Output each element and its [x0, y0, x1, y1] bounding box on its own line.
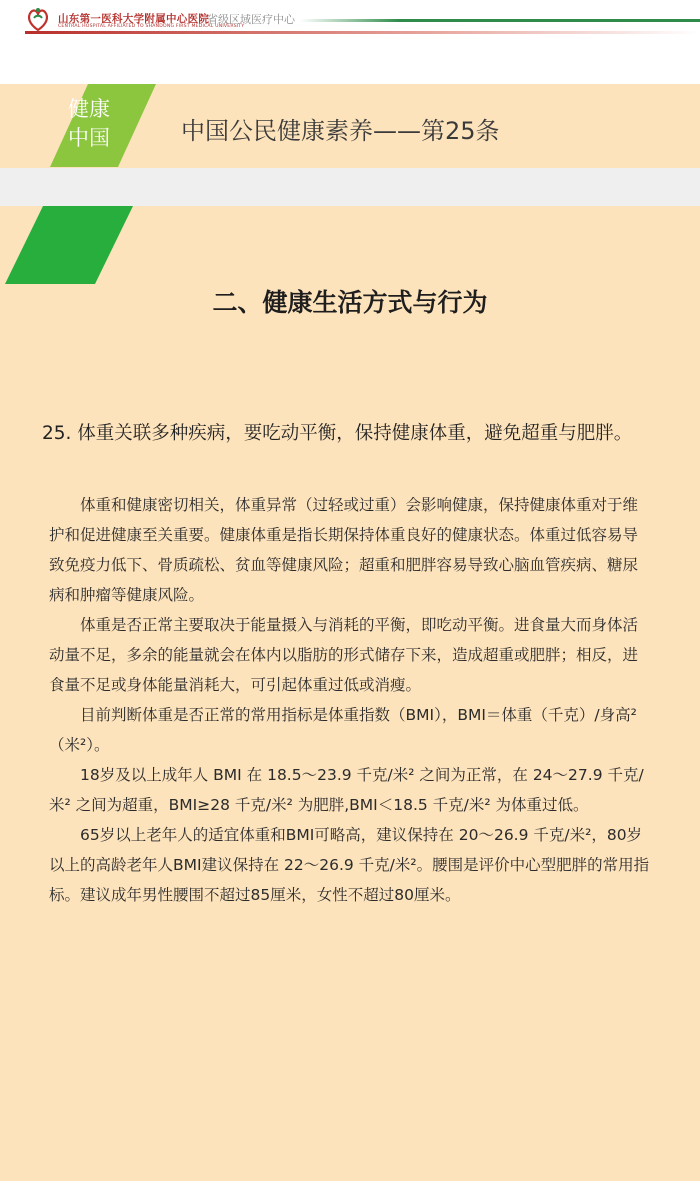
medical-center-name: 省级区域医疗中心 [207, 13, 295, 26]
paragraph: 目前判断体重是否正常的常用指标是体重指数（BMI），BMI＝体重（千克）/身高²（米²）。 [49, 706, 637, 754]
tag-line-1: 健康 [68, 97, 110, 121]
tag-line-2: 中国 [68, 126, 110, 150]
header-rule-red [25, 31, 700, 34]
top-header [0, 0, 700, 42]
hospital-name: 山东第一医科大学附属中心医院 [58, 13, 210, 25]
page-title: 中国公民健康素养——第25条 [181, 117, 500, 145]
paragraph: 体重和健康密切相关，体重异常（过轻或过重）会影响健康，保持健康体重对于维护和促进健康至关重要。健康体重是指长期保持体重良好的健康状态。体重过低容易导致免疫力低下、骨质疏松、贫血等健康风险；超重和肥胖容易导致心脑血管疾病、糖尿病和肿瘤等健康风险。 [49, 496, 639, 604]
article-body [49, 490, 653, 910]
hospital-logo-icon [25, 6, 51, 32]
section-title: 二、健康生活方式与行为 [212, 288, 488, 317]
paragraph: 体重是否正常主要取决于能量摄入与消耗的平衡，即吃动平衡。进食量大而身体活动量不足，多余的能量就会在体内以脂肪的形式储存下来，造成超重或肥胖；相反，进食量不足或身体能量消耗大，可引起体重过低或消瘦。 [49, 616, 639, 694]
paragraph: 18岁及以上成年人 BMI 在 18.5～23.9 千克/米² 之间为正常，在 24～27.9 千克/米² 之间为超重，BMI≥28 千克/米² 为肥胖,BMI＜18.5 千克/米² 为体重过低。 [49, 766, 644, 814]
hospital-name-english: CENTRAL HOSPITAL AFFILIATED TO SHANDONG FIRST MEDICAL UNIVERSITY [58, 24, 245, 29]
header-spacer [0, 42, 700, 84]
article-title: 25. 体重关联多种疾病，要吃动平衡，保持健康体重，避免超重与肥胖。 [42, 423, 633, 444]
healthy-china-tag-text [63, 95, 115, 153]
paragraph: 65岁以上老年人的适宜体重和BMI可略高，建议保持在 20～26.9 千克/米²，80岁以上的高龄老年人BMI建议保持在 22～26.9 千克/米²。腰围是评价中心型肥胖的常用指标。建议成年男性腰围不超过85厘米，女性不超过80厘米。 [49, 826, 650, 904]
decorative-green-slash [5, 206, 133, 284]
divider-band [0, 168, 700, 206]
header-rule-green [300, 19, 700, 22]
